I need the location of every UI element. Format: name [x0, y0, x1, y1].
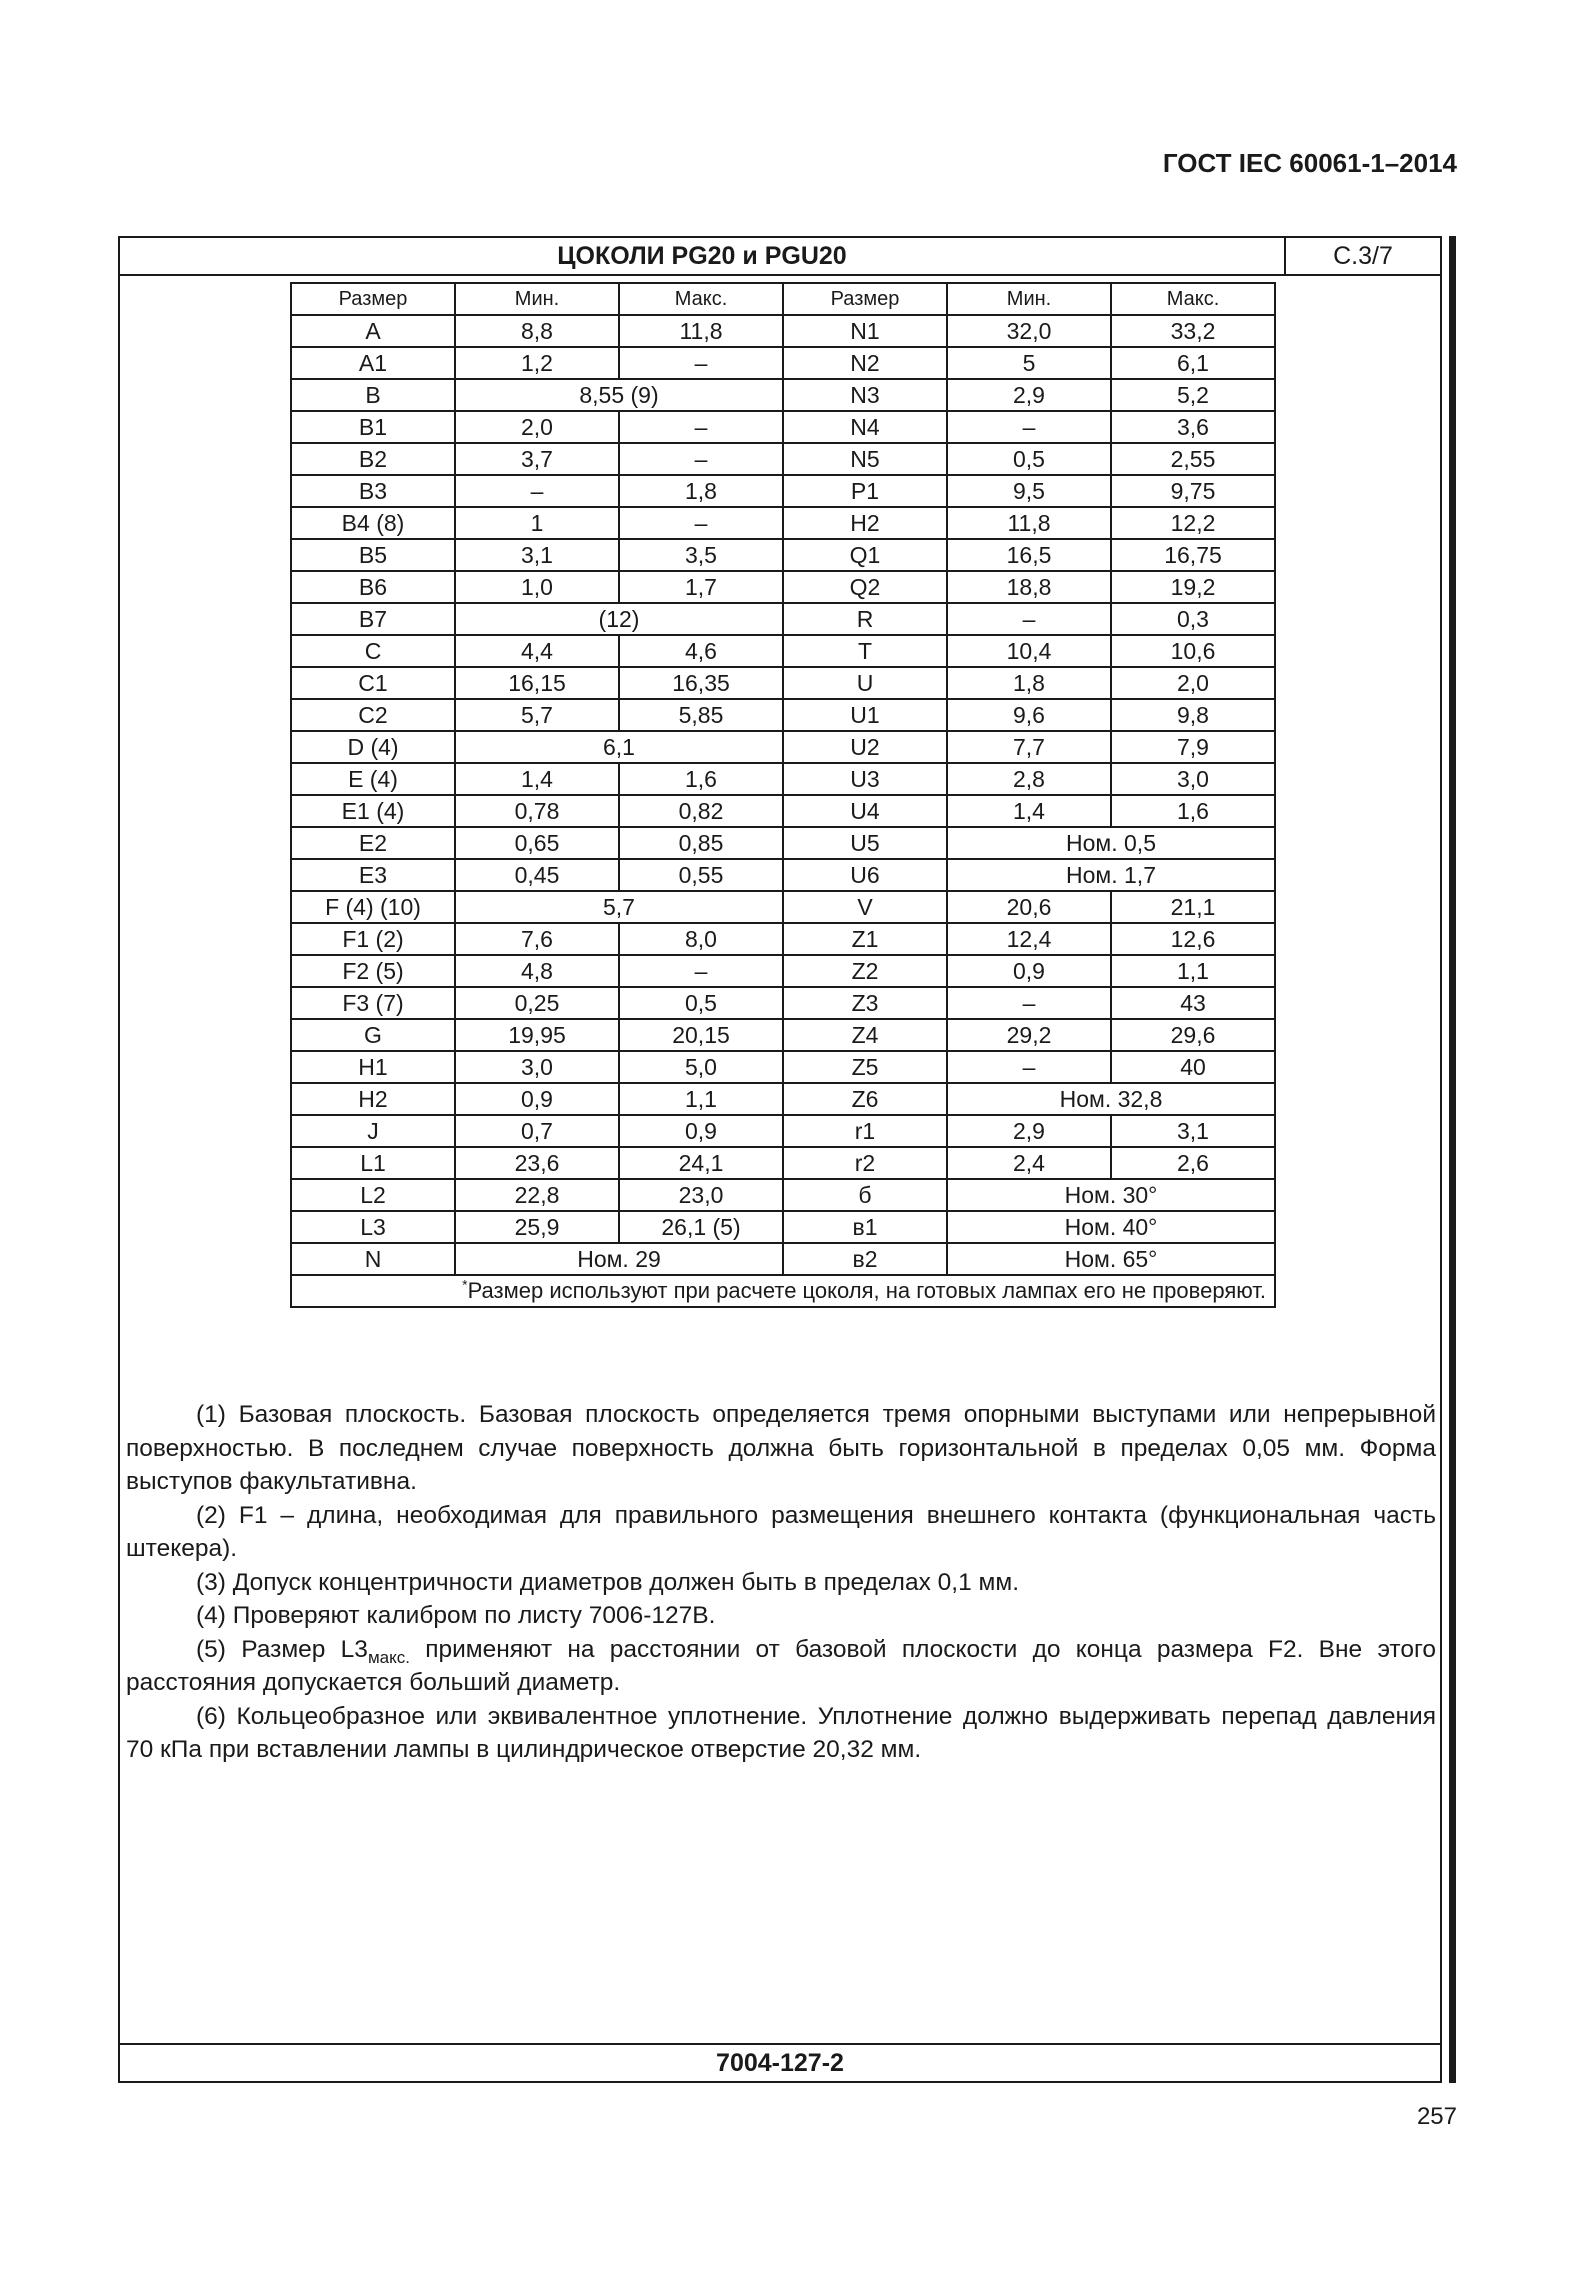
table-cell: в1 — [783, 1211, 947, 1243]
table-cell: 1,8 — [947, 667, 1111, 699]
table-cell: 10,4 — [947, 635, 1111, 667]
table-cell: 6,1 — [455, 731, 783, 763]
note-5-start: (5) Размер L3 — [196, 1635, 368, 1663]
standard-header: ГОСТ IEC 60061-1–2014 — [1162, 148, 1457, 178]
table-header-row — [291, 283, 1275, 315]
header-max: Макс. — [619, 283, 783, 315]
table-cell: – — [619, 443, 783, 475]
table-cell: 11,8 — [619, 315, 783, 347]
table-cell: 3,5 — [619, 539, 783, 571]
table-cell: 3,6 — [1111, 411, 1275, 443]
table-cell: 22,8 — [455, 1179, 619, 1211]
table-row — [291, 859, 1275, 891]
table-cell: 0,9 — [455, 1083, 619, 1115]
table-cell: 3,1 — [1111, 1115, 1275, 1147]
table-cell: r2 — [783, 1147, 947, 1179]
table-cell: F2 (5) — [291, 955, 455, 987]
table-row — [291, 731, 1275, 763]
table-row — [291, 1211, 1275, 1243]
table-cell: Z2 — [783, 955, 947, 987]
table-cell: F1 (2) — [291, 923, 455, 955]
table-cell: L1 — [291, 1147, 455, 1179]
table-row — [291, 891, 1275, 923]
table-row — [291, 603, 1275, 635]
table-cell: 1 — [455, 507, 619, 539]
note-4: (4) Проверяют калибром по листу 7006-127В. — [196, 1602, 716, 1629]
table-cell: 3,0 — [1111, 763, 1275, 795]
table-cell: 12,6 — [1111, 923, 1275, 955]
table-cell: Q2 — [783, 571, 947, 603]
table-cell: F (4) (10) — [291, 891, 455, 923]
standard-sheet-frame — [118, 236, 1442, 2083]
table-cell: 24,1 — [619, 1147, 783, 1179]
table-cell: Ном. 40° — [947, 1211, 1275, 1243]
table-cell: A1 — [291, 347, 455, 379]
table-cell: R — [783, 603, 947, 635]
table-cell: 1,0 — [455, 571, 619, 603]
header-min: Мин. — [455, 283, 619, 315]
table-cell: 1,4 — [947, 795, 1111, 827]
table-cell: 8,55 (9) — [455, 379, 783, 411]
table-cell: 16,35 — [619, 667, 783, 699]
table-cell: 12,2 — [1111, 507, 1275, 539]
table-row — [291, 1179, 1275, 1211]
table-row — [291, 1019, 1275, 1051]
table-row — [291, 443, 1275, 475]
table-cell: 0,5 — [619, 987, 783, 1019]
table-cell: 7,7 — [947, 731, 1111, 763]
table-cell: Ном. 30° — [947, 1179, 1275, 1211]
table-cell: B5 — [291, 539, 455, 571]
table-row — [291, 475, 1275, 507]
note-1: (1) Базовая плоскость. Базовая плоскость определяется тремя опорными выступами или непрерывной поверхностью. В последнем случае поверхность должна быть горизонтальной в пределах 0,05 мм. Форма выступов факультативна. — [126, 1401, 1436, 1495]
table-cell: E1 (4) — [291, 795, 455, 827]
table-cell: 1,7 — [619, 571, 783, 603]
table-cell: 1,1 — [1111, 955, 1275, 987]
note-2: (2) F1 – длина, необходимая для правильного размещения внешнего контакта (функциональная часть штекера). — [126, 1501, 1436, 1562]
table-cell: B3 — [291, 475, 455, 507]
table-cell: Z4 — [783, 1019, 947, 1051]
table-cell: 2,0 — [455, 411, 619, 443]
table-cell: 5,85 — [619, 699, 783, 731]
table-cell: U2 — [783, 731, 947, 763]
table-row — [291, 827, 1275, 859]
table-cell: 0,45 — [455, 859, 619, 891]
table-cell: Ном. 0,5 — [947, 827, 1275, 859]
table-cell: 0,9 — [619, 1115, 783, 1147]
table-cell: 11,8 — [947, 507, 1111, 539]
table-cell: 9,8 — [1111, 699, 1275, 731]
table-cell: U5 — [783, 827, 947, 859]
sheet-number: С.3/7 — [1284, 238, 1440, 274]
table-row — [291, 1115, 1275, 1147]
table-cell: D (4) — [291, 731, 455, 763]
table-row — [291, 635, 1275, 667]
table-cell: 18,8 — [947, 571, 1111, 603]
table-cell: 2,6 — [1111, 1147, 1275, 1179]
table-cell: U6 — [783, 859, 947, 891]
table-cell: 43 — [1111, 987, 1275, 1019]
note-5-subscript: макс. — [367, 1647, 410, 1667]
table-row — [291, 955, 1275, 987]
header-size: Размер — [291, 283, 455, 315]
table-row — [291, 987, 1275, 1019]
table-cell: 5,7 — [455, 699, 619, 731]
table-cell: б — [783, 1179, 947, 1211]
frame-right-bar — [1449, 236, 1456, 2083]
table-cell: 16,15 — [455, 667, 619, 699]
table-row — [291, 795, 1275, 827]
table-cell: Ном. 32,8 — [947, 1083, 1275, 1115]
table-row — [291, 1051, 1275, 1083]
table-cell: – — [947, 411, 1111, 443]
header-max: Макс. — [1111, 283, 1275, 315]
table-cell: r1 — [783, 1115, 947, 1147]
table-cell: U4 — [783, 795, 947, 827]
table-cell: H1 — [291, 1051, 455, 1083]
table-cell: 29,6 — [1111, 1019, 1275, 1051]
table-cell: N1 — [783, 315, 947, 347]
table-cell: 0,9 — [947, 955, 1111, 987]
note-5 — [126, 1633, 1436, 1700]
table-cell: 2,4 — [947, 1147, 1111, 1179]
table-cell: 20,6 — [947, 891, 1111, 923]
table-cell: Z5 — [783, 1051, 947, 1083]
table-cell: 26,1 (5) — [619, 1211, 783, 1243]
table-row — [291, 411, 1275, 443]
table-cell: 1,1 — [619, 1083, 783, 1115]
sheet-title: ЦОКОЛИ PG20 и PGU20 — [557, 242, 847, 270]
table-row — [291, 347, 1275, 379]
table-cell: 1,4 — [455, 763, 619, 795]
note-3: (3) Допуск концентричности диаметров должен быть в пределах 0,1 мм. — [196, 1568, 1020, 1596]
table-cell: – — [947, 1051, 1111, 1083]
table-footnote-row — [291, 1275, 1275, 1307]
table-cell: 21,1 — [1111, 891, 1275, 923]
table-cell: U — [783, 667, 947, 699]
table-cell: 1,6 — [1111, 795, 1275, 827]
table-cell: 29,2 — [947, 1019, 1111, 1051]
table-cell: F3 (7) — [291, 987, 455, 1019]
table-row — [291, 1083, 1275, 1115]
footnote-mark: * — [462, 1276, 468, 1293]
table-cell: B7 — [291, 603, 455, 635]
table-row — [291, 699, 1275, 731]
table-row — [291, 1243, 1275, 1275]
table-cell: 16,75 — [1111, 539, 1275, 571]
table-cell: Z3 — [783, 987, 947, 1019]
table-cell: N4 — [783, 411, 947, 443]
table-cell: N3 — [783, 379, 947, 411]
table-cell: – — [947, 987, 1111, 1019]
table-row — [291, 763, 1275, 795]
table-cell: 23,6 — [455, 1147, 619, 1179]
table-cell: V — [783, 891, 947, 923]
table-cell: 33,2 — [1111, 315, 1275, 347]
table-cell: 3,7 — [455, 443, 619, 475]
table-cell: 40 — [1111, 1051, 1275, 1083]
table-body — [291, 315, 1275, 1275]
table-cell: U1 — [783, 699, 947, 731]
table-cell: B2 — [291, 443, 455, 475]
table-cell: – — [947, 603, 1111, 635]
footnote-text: Размер используют при расчете цоколя, на готовых лампах его не проверяют. — [467, 1278, 1266, 1303]
table-cell: 9,6 — [947, 699, 1111, 731]
table-cell: 20,15 — [619, 1019, 783, 1051]
table-cell: H2 — [783, 507, 947, 539]
table-cell: 0,7 — [455, 1115, 619, 1147]
table-cell: – — [619, 955, 783, 987]
table-cell: E3 — [291, 859, 455, 891]
table-row — [291, 923, 1275, 955]
table-cell: 8,8 — [455, 315, 619, 347]
table-cell: – — [455, 475, 619, 507]
table-cell: 9,75 — [1111, 475, 1275, 507]
table-cell: 7,9 — [1111, 731, 1275, 763]
table-cell: 0,25 — [455, 987, 619, 1019]
table-cell: 3,0 — [455, 1051, 619, 1083]
table-cell: 0,55 — [619, 859, 783, 891]
table-cell: 0,85 — [619, 827, 783, 859]
table-cell: E2 — [291, 827, 455, 859]
table-cell: P1 — [783, 475, 947, 507]
table-cell: 1,6 — [619, 763, 783, 795]
table-cell: Ном. 1,7 — [947, 859, 1275, 891]
table-cell: A — [291, 315, 455, 347]
table-cell: 19,95 — [455, 1019, 619, 1051]
table-cell: N5 — [783, 443, 947, 475]
table-cell: L2 — [291, 1179, 455, 1211]
table-cell: (12) — [455, 603, 783, 635]
table-cell: 2,8 — [947, 763, 1111, 795]
table-cell: 0,78 — [455, 795, 619, 827]
table-row — [291, 667, 1275, 699]
table-cell: 23,0 — [619, 1179, 783, 1211]
table-cell: 2,0 — [1111, 667, 1275, 699]
header-size: Размер — [783, 283, 947, 315]
table-cell: L3 — [291, 1211, 455, 1243]
table-cell: 2,55 — [1111, 443, 1275, 475]
table-cell: 4,8 — [455, 955, 619, 987]
table-cell: 5,7 — [455, 891, 783, 923]
table-cell: 4,6 — [619, 635, 783, 667]
table-row — [291, 539, 1275, 571]
sheet-title-row — [120, 238, 1440, 276]
table-cell: B6 — [291, 571, 455, 603]
table-cell: 5 — [947, 347, 1111, 379]
table-cell: 0,65 — [455, 827, 619, 859]
notes-section — [126, 1398, 1436, 1767]
table-cell: 8,0 — [619, 923, 783, 955]
note-6: (6) Кольцеобразное или эквивалентное уплотнение. Уплотнение должно выдерживать перепад давления 70 кПа при вставлении лампы в цилиндрическое отверстие 20,32 мм. — [126, 1702, 1436, 1763]
header-min: Мин. — [947, 283, 1111, 315]
table-cell: N2 — [783, 347, 947, 379]
table-cell: E (4) — [291, 763, 455, 795]
table-cell: 19,2 — [1111, 571, 1275, 603]
table-cell: 1,8 — [619, 475, 783, 507]
table-cell: T — [783, 635, 947, 667]
table-row — [291, 571, 1275, 603]
table-cell: 5,0 — [619, 1051, 783, 1083]
table-cell: G — [291, 1019, 455, 1051]
table-row — [291, 315, 1275, 347]
table-cell: U3 — [783, 763, 947, 795]
table-row — [291, 507, 1275, 539]
note-5-end: применяют на расстоянии от базовой плоскости до конца размера F2. Вне этого расстояния допускается больший диаметр. — [126, 1635, 1437, 1696]
table-cell: 4,4 — [455, 635, 619, 667]
table-cell: C — [291, 635, 455, 667]
table-cell: – — [619, 347, 783, 379]
table-cell: Ном. 65° — [947, 1243, 1275, 1275]
table-cell: B — [291, 379, 455, 411]
sheet-code: 7004-127-2 — [120, 2043, 1440, 2081]
table-cell: Ном. 29 — [455, 1243, 783, 1275]
table-cell: 7,6 — [455, 923, 619, 955]
table-cell: 32,0 — [947, 315, 1111, 347]
table-footnote — [291, 1275, 1275, 1307]
table-cell: 0,82 — [619, 795, 783, 827]
table-cell: Q1 — [783, 539, 947, 571]
table-cell: B1 — [291, 411, 455, 443]
table-row — [291, 379, 1275, 411]
table-cell: – — [619, 411, 783, 443]
table-cell: 2,9 — [947, 1115, 1111, 1147]
table-cell: 10,6 — [1111, 635, 1275, 667]
table-cell: C1 — [291, 667, 455, 699]
table-cell: 2,9 — [947, 379, 1111, 411]
table-cell: 6,1 — [1111, 347, 1275, 379]
table-cell: 0,5 — [947, 443, 1111, 475]
table-cell: 12,4 — [947, 923, 1111, 955]
table-cell: 0,3 — [1111, 603, 1275, 635]
table-cell: 25,9 — [455, 1211, 619, 1243]
table-cell: 9,5 — [947, 475, 1111, 507]
table-cell: B4 (8) — [291, 507, 455, 539]
table-row — [291, 1147, 1275, 1179]
table-cell: Z1 — [783, 923, 947, 955]
table-cell: J — [291, 1115, 455, 1147]
table-cell: 3,1 — [455, 539, 619, 571]
table-cell: 16,5 — [947, 539, 1111, 571]
table-cell: Z6 — [783, 1083, 947, 1115]
dimensions-table — [290, 282, 1276, 1308]
table-cell: H2 — [291, 1083, 455, 1115]
table-cell: 5,2 — [1111, 379, 1275, 411]
table-cell: C2 — [291, 699, 455, 731]
page-number: 257 — [1416, 2103, 1457, 2130]
table-cell: N — [291, 1243, 455, 1275]
table-cell: 1,2 — [455, 347, 619, 379]
table-cell: – — [619, 507, 783, 539]
table-cell: в2 — [783, 1243, 947, 1275]
